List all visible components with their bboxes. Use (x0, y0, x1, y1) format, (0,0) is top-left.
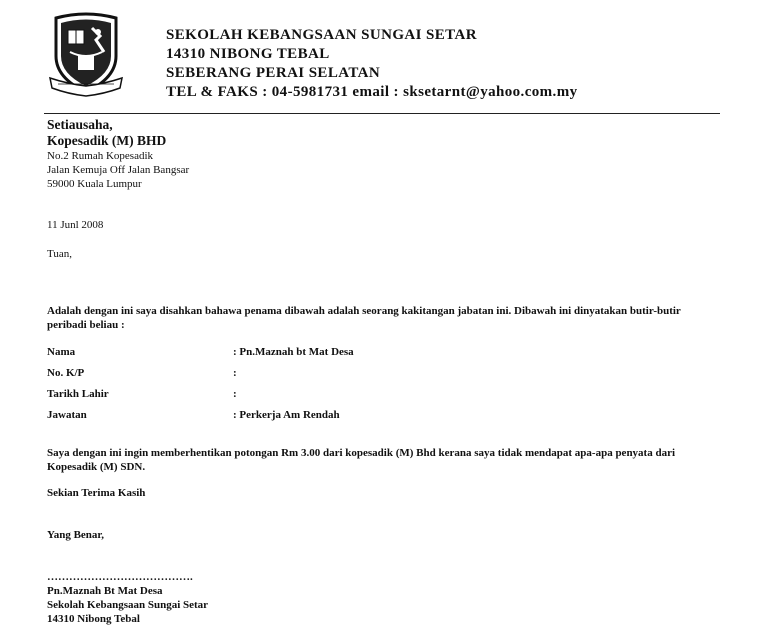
detail-value: : Pn.Maznah bt Mat Desa (233, 346, 354, 358)
salutation: Tuan, (47, 248, 72, 260)
recipient-address-line: 59000 Kuala Lumpur (47, 178, 142, 190)
school-name: SEKOLAH KEBANGSAAN SUNGAI SETAR (166, 27, 477, 43)
detail-label: Tarikh Lahir (47, 388, 109, 400)
intro-paragraph: Adalah dengan ini saya disahkan bahawa penama dibawah adalah seorang kakitangan jabatan ini. Dibawah ini dinyatakan butir-butir peribadi beliau : (47, 305, 681, 331)
header-divider (44, 113, 720, 114)
body-paragraph: Saya dengan ini ingin memberhentikan potongan Rm 3.00 dari kopesadik (M) Bhd kerana saya tidak mendapat apa-apa penyata dari Kopesadik (M) SDN. (47, 447, 676, 473)
recipient-address-line: No.2 Rumah Kopesadik (47, 150, 154, 162)
detail-value: : (233, 367, 237, 379)
detail-label: Nama (47, 346, 76, 358)
recipient-company: Kopesadik (M) BHD (47, 133, 167, 148)
signer-name: Pn.Maznah Bt Mat Desa (47, 585, 163, 597)
sign-off: Yang Benar, (47, 529, 105, 541)
recipient-address-line: Jalan Kemuja Off Jalan Bangsar (47, 164, 190, 176)
signature-line: …………………………………. (47, 571, 193, 583)
detail-label: Jawatan (47, 409, 87, 421)
letter-date: 11 Junl 2008 (47, 219, 104, 231)
signer-city: 14310 Nibong Tebal (47, 613, 140, 625)
signer-school: Sekolah Kebangsaan Sungai Setar (47, 599, 209, 611)
detail-value: : Perkerja Am Rendah (233, 409, 340, 421)
detail-label: No. K/P (47, 367, 85, 379)
closing-text: Sekian Terima Kasih (47, 487, 146, 499)
school-crest-logo (48, 12, 124, 98)
address-line-1: 14310 NIBONG TEBAL (166, 46, 330, 62)
recipient-title: Setiausaha, (47, 117, 113, 132)
address-line-2: SEBERANG PERAI SELATAN (166, 65, 381, 81)
detail-value: : (233, 388, 237, 400)
letterhead (166, 26, 578, 102)
contact-line: TEL & FAKS : 04-5981731 email : sksetarnt@yahoo.com.my (166, 84, 578, 100)
